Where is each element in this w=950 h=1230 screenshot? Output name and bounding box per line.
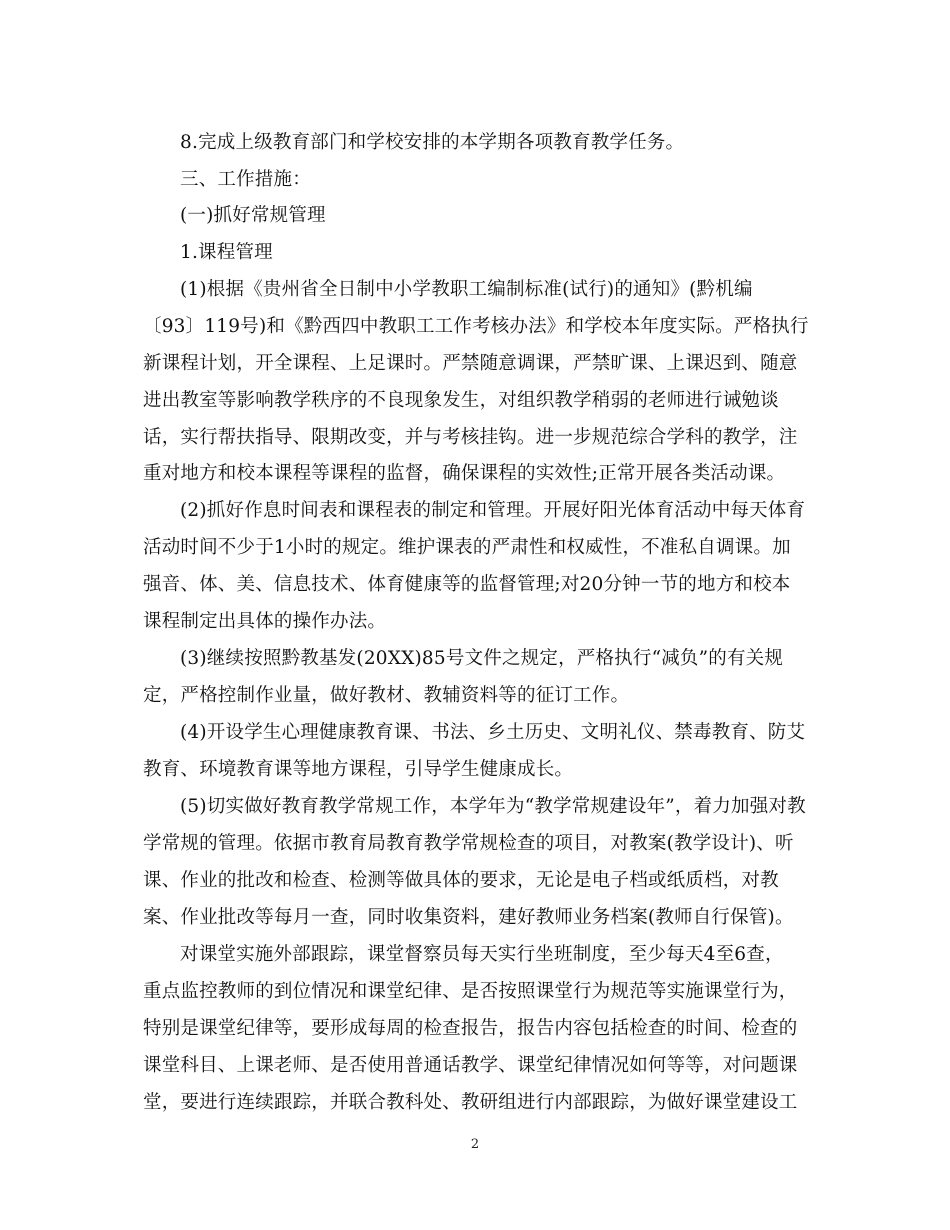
paragraph-line: 课堂科目、上课老师、是否使用普通话教学、课堂纪律情况如何等等，对问题课: [143, 1055, 798, 1076]
subsection-heading-routine-management: (一)抓好常规管理: [180, 205, 326, 226]
paragraph-line: 课程制定出具体的操作办法。: [143, 611, 387, 632]
paragraph-line: (2)抓好作息时间表和课程表的制定和管理。开展好阳光体育活动中每天体育: [180, 500, 806, 521]
paragraph-line: 课、作业的批改和检查、检测等做具体的要求，无论是电子档或纸质档，对教: [143, 870, 779, 891]
paragraph-line: 进出教室等影响教学秩序的不良现象发生，对组织教学稍弱的老师进行诫勉谈: [143, 390, 779, 411]
paragraph-line: 定，严格控制作业量，做好教材、教辅资料等的征订工作。: [143, 685, 630, 706]
paragraph-line: (1)根据《贵州省全日制中小学教职工编制标准(试行)的通知》(黔机编: [180, 279, 753, 300]
paragraph-line: (4)开设学生心理健康教育课、书法、乡土历史、文明礼仪、禁毒教育、防艾: [180, 722, 806, 743]
paragraph-line: 活动时间不少于1小时的规定。维护课表的严肃性和权威性，不准私自调课。加: [143, 537, 791, 558]
paragraph-line: (3)继续按照黔教基发(20XX)85号文件之规定，严格执行“减负”的有关规: [180, 648, 784, 669]
paragraph-line: 重点监控教师的到位情况和课堂纪律、是否按照课堂行为规范等实施课堂行为，: [143, 981, 798, 1002]
paragraph-line: 教育、环境教育课等地方课程，引导学生健康成长。: [143, 759, 574, 780]
paragraph-line-task-8: 8.完成上级教育部门和学校安排的本学期各项教育教学任务。: [180, 132, 685, 153]
page-number: 2: [470, 1137, 480, 1152]
paragraph-line: 话，实行帮扶指导、限期改变，并与考核挂钩。进一步规范综合学科的教学，注: [143, 427, 798, 448]
section-heading-measures: 三、工作措施：: [180, 169, 311, 190]
paragraph-line: 学常规的管理。依据市教育局教育教学常规检查的项目，对教案(教学设计)、听: [143, 833, 794, 854]
paragraph-line: 强音、体、美、信息技术、体育健康等的监督管理;对20分钟一节的地方和校本: [143, 574, 791, 595]
paragraph-line: 新课程计划，开全课程、上足课时。严禁随意调课，严禁旷课、上课迟到、随意: [143, 353, 798, 374]
paragraph-line: 重对地方和校本课程等课程的监督，确保课程的实效性;正常开展各类活动课。: [143, 463, 786, 484]
paragraph-line: (5)切实做好教育教学常规工作，本学年为“教学常规建设年”，着力加强对教: [180, 796, 806, 817]
paragraph-line: 对课堂实施外部跟踪，课堂督察员每天实行坐班制度，至少每天4至6查，: [180, 944, 784, 965]
paragraph-line: 堂，要进行连续跟踪，并联合教科处、教研组进行内部跟踪，为做好课堂建设工: [143, 1092, 798, 1113]
item-heading-course-management: 1.课程管理: [180, 242, 273, 263]
paragraph-line: 案、作业批改等每月一查，同时收集资料，建好教师业务档案(教师自行保管)。: [143, 907, 794, 928]
paragraph-line: 特别是课堂纪律等，要形成每周的检查报告，报告内容包括检查的时间、检查的: [143, 1018, 798, 1039]
paragraph-line: 〔93〕119号)和《黔西四中教职工工作考核办法》和学校本年度实际。严格执行: [143, 316, 809, 337]
